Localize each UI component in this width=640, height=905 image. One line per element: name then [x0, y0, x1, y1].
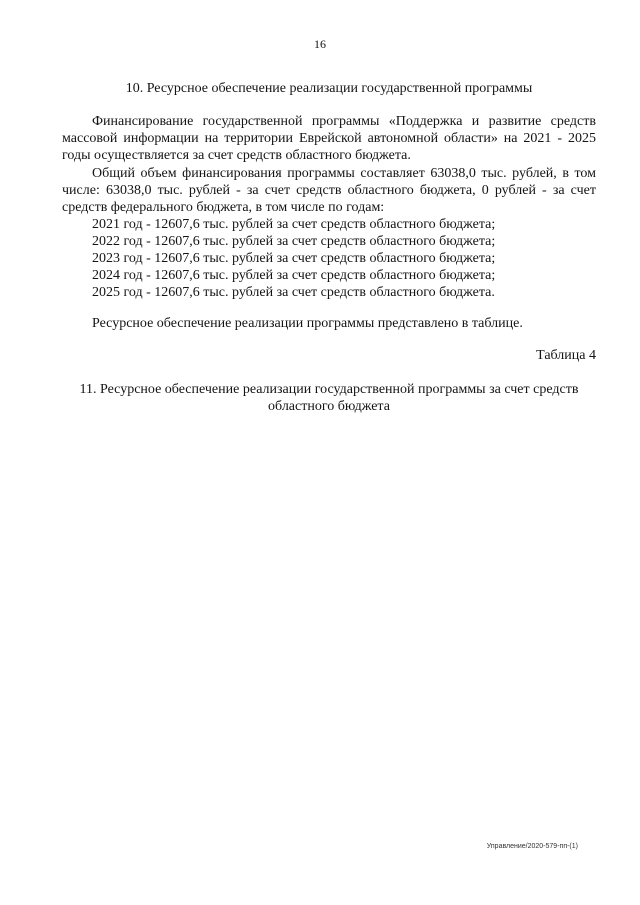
footer-document-reference: Управление/2020-579-пп-(1)	[486, 843, 578, 850]
yearly-funding-list	[92, 216, 596, 301]
page-number: 16	[314, 37, 326, 51]
table-reference-paragraph: Ресурсное обеспечение реализации программы представлено в таблице.	[92, 316, 523, 331]
financing-paragraph: Финансирование государственной программы «Поддержка и развитие средств массовой информации на территории Еврейской автономной области» на 2021 - 2025 годы осуществляется за счет средств областного бюджета.	[62, 114, 596, 163]
year-item-2025: 2025 год - 12607,6 тыс. рублей за счет средств областного бюджета.	[92, 285, 495, 300]
section-11-heading	[62, 381, 596, 415]
year-item-2024: 2024 год - 12607,6 тыс. рублей за счет средств областного бюджета;	[92, 268, 496, 283]
year-item-2022: 2022 год - 12607,6 тыс. рублей за счет средств областного бюджета;	[92, 234, 496, 249]
section-11-heading-line-2: областного бюджета	[268, 399, 390, 414]
year-item-2021: 2021 год - 12607,6 тыс. рублей за счет средств областного бюджета;	[92, 217, 496, 232]
section-10-heading: 10. Ресурсное обеспечение реализации государственной программы	[125, 81, 533, 96]
total-volume-paragraph: Общий объем финансирования программы составляет 63038,0 тыс. рублей, в том числе: 63038,0 тыс. рублей - за счет средств областного бюджета, 0 рублей - за счет средств федерального бюджета, в том числе по годам:	[62, 166, 596, 215]
year-item-2023: 2023 год - 12607,6 тыс. рублей за счет средств областного бюджета;	[92, 251, 496, 266]
table-label: Таблица 4	[536, 348, 596, 363]
section-11-heading-line-1: 11. Ресурсное обеспечение реализации государственной программы за счет средств	[79, 382, 579, 397]
